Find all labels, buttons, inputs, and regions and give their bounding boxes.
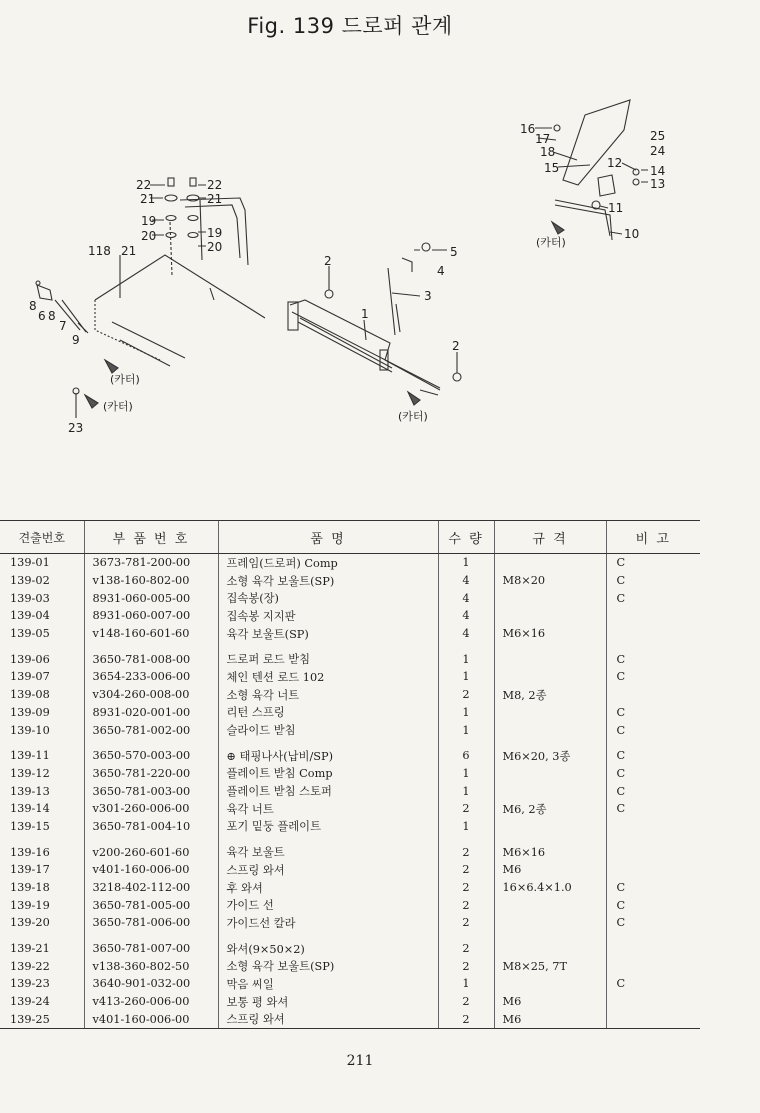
table-row bbox=[0, 782, 700, 800]
callout-3: 3 bbox=[424, 289, 432, 303]
cell-ref-no: 139-19 bbox=[10, 898, 50, 912]
table-row bbox=[0, 554, 700, 572]
cell-spec bbox=[494, 607, 606, 625]
table-row bbox=[0, 879, 700, 897]
cell-qty: 2 bbox=[438, 1011, 494, 1029]
cell-part-name: 가이드 선 bbox=[218, 896, 438, 914]
cell-part-no: 3218-402-112-00 bbox=[84, 879, 218, 897]
cell-qty: 4 bbox=[438, 589, 494, 607]
cell-spec bbox=[494, 896, 606, 914]
callout-14: 14 bbox=[650, 164, 666, 178]
cell-ref-no: 139-13 bbox=[10, 784, 50, 798]
callout-20: 20 bbox=[207, 240, 223, 254]
cell-part-name: 스프링 와셔 bbox=[218, 861, 438, 879]
callout-21: 21 bbox=[207, 192, 223, 206]
cell-remark bbox=[606, 861, 700, 879]
cell-qty: 2 bbox=[438, 993, 494, 1011]
callout-16: 16 bbox=[520, 122, 536, 136]
cell-spec bbox=[494, 975, 606, 993]
cell-spec: M6 bbox=[494, 993, 606, 1011]
cell-qty: 1 bbox=[438, 554, 494, 572]
cell-spec bbox=[494, 554, 606, 572]
callout-2: 2 bbox=[324, 254, 332, 268]
cell-ref-no: 139-05 bbox=[10, 627, 50, 641]
table-header-row bbox=[0, 521, 700, 554]
table-row bbox=[0, 607, 700, 625]
cell-part-no: 3650-781-220-00 bbox=[84, 765, 218, 783]
cell-remark: C bbox=[606, 782, 700, 800]
callout-10: 10 bbox=[624, 227, 640, 241]
callout-25: 25 bbox=[650, 129, 666, 143]
callout-2: 2 bbox=[452, 339, 460, 353]
cell-ref-no: 139-23 bbox=[10, 977, 50, 991]
cell-part-no: 3650-570-003-00 bbox=[84, 739, 218, 765]
page-number: 211 bbox=[346, 1053, 374, 1069]
cell-spec: M8, 2종 bbox=[494, 686, 606, 704]
callout-19: 19 bbox=[141, 214, 157, 228]
cell-part-no: 3650-781-003-00 bbox=[84, 782, 218, 800]
cell-spec: M6×16 bbox=[494, 835, 606, 861]
parts-table bbox=[0, 520, 700, 1029]
table-row bbox=[0, 835, 700, 861]
cell-remark: C bbox=[606, 896, 700, 914]
table-row bbox=[0, 914, 700, 932]
cell-ref-no: 139-01 bbox=[10, 556, 50, 570]
cell-qty: 4 bbox=[438, 607, 494, 625]
cell-ref-no: 139-11 bbox=[10, 749, 50, 763]
callout-1: 1 bbox=[361, 307, 369, 321]
cell-ref-no: 139-17 bbox=[10, 863, 50, 877]
cell-spec: 16×6.4×1.0 bbox=[494, 879, 606, 897]
callout-21: 21 bbox=[140, 192, 156, 206]
cell-qty: 2 bbox=[438, 879, 494, 897]
cell-qty: 4 bbox=[438, 572, 494, 590]
cell-part-name: 드로퍼 로드 받침 bbox=[218, 642, 438, 668]
cell-spec: M8×20 bbox=[494, 572, 606, 590]
cell-remark bbox=[606, 932, 700, 958]
cell-remark: C bbox=[606, 914, 700, 932]
cell-remark bbox=[606, 1011, 700, 1029]
cell-spec: M8×25, 7T bbox=[494, 957, 606, 975]
cell-ref-no: 139-07 bbox=[10, 670, 50, 684]
column-header-qty: 수 량 bbox=[438, 521, 494, 554]
cell-part-name: 소형 육각 보울트(SP) bbox=[218, 957, 438, 975]
cell-part-no: 3650-781-007-00 bbox=[84, 932, 218, 958]
table-row bbox=[0, 861, 700, 879]
cell-part-name: 플레이트 받침 Comp bbox=[218, 765, 438, 783]
cell-qty: 2 bbox=[438, 914, 494, 932]
cell-part-no: 8931-020-001-00 bbox=[84, 704, 218, 722]
callout-24: 24 bbox=[650, 144, 666, 158]
cell-ref-no: 139-08 bbox=[10, 688, 50, 702]
cell-remark: C bbox=[606, 554, 700, 572]
cell-qty: 1 bbox=[438, 668, 494, 686]
callout-4: 4 bbox=[437, 264, 445, 278]
callout-22: 22 bbox=[136, 178, 152, 192]
cell-part-name: ⊕ 태핑나사(납비/SP) bbox=[218, 739, 438, 765]
cell-part-name: 슬라이드 받침 bbox=[218, 721, 438, 739]
cell-ref-no: 139-15 bbox=[10, 819, 50, 833]
cell-ref-no: 139-12 bbox=[10, 766, 50, 780]
callout-118: 118 bbox=[88, 244, 111, 258]
cell-remark bbox=[606, 818, 700, 836]
cell-part-no: v301-260-006-00 bbox=[84, 800, 218, 818]
cell-part-name: 리턴 스프링 bbox=[218, 704, 438, 722]
cell-remark: C bbox=[606, 975, 700, 993]
cell-part-no: v401-160-006-00 bbox=[84, 1011, 218, 1029]
cell-part-name: 플레이트 받침 스토퍼 bbox=[218, 782, 438, 800]
callout-5: 5 bbox=[450, 245, 458, 259]
column-header-name: 품 명 bbox=[218, 521, 438, 554]
cell-part-no: 3650-781-005-00 bbox=[84, 896, 218, 914]
cell-part-name: 와셔(9×50×2) bbox=[218, 932, 438, 958]
table-row bbox=[0, 686, 700, 704]
callout-12: 12 bbox=[607, 156, 623, 170]
cell-ref-no: 139-21 bbox=[10, 942, 50, 956]
cell-part-name: 집속봉 지지판 bbox=[218, 607, 438, 625]
cell-ref-no: 139-03 bbox=[10, 591, 50, 605]
cell-spec bbox=[494, 589, 606, 607]
cell-remark: C bbox=[606, 668, 700, 686]
cell-part-name: 소형 육각 너트 bbox=[218, 686, 438, 704]
cell-ref-no: 139-14 bbox=[10, 802, 50, 816]
cell-spec bbox=[494, 721, 606, 739]
cell-ref-no: 139-20 bbox=[10, 916, 50, 930]
cell-remark: C bbox=[606, 879, 700, 897]
cell-remark: C bbox=[606, 800, 700, 818]
cell-ref-no: 139-10 bbox=[10, 723, 50, 737]
cell-qty: 2 bbox=[438, 800, 494, 818]
table-row bbox=[0, 721, 700, 739]
cell-part-no: 3654-233-006-00 bbox=[84, 668, 218, 686]
cell-part-name: 포기 밑둥 플레이트 bbox=[218, 818, 438, 836]
table-row bbox=[0, 957, 700, 975]
cell-part-name: 후 와셔 bbox=[218, 879, 438, 897]
cell-spec bbox=[494, 932, 606, 958]
table-row bbox=[0, 975, 700, 993]
cell-part-name: 집속봉(장) bbox=[218, 589, 438, 607]
cell-remark bbox=[606, 625, 700, 643]
callout-19: 19 bbox=[207, 226, 223, 240]
cell-spec bbox=[494, 914, 606, 932]
callout-21: 21 bbox=[121, 244, 137, 258]
cell-qty: 1 bbox=[438, 765, 494, 783]
cell-spec bbox=[494, 668, 606, 686]
cell-remark: C bbox=[606, 704, 700, 722]
cell-qty: 6 bbox=[438, 739, 494, 765]
column-header-ref-no: 견출번호 bbox=[0, 521, 84, 554]
cell-part-no: 3650-781-006-00 bbox=[84, 914, 218, 932]
cell-part-no: v200-260-601-60 bbox=[84, 835, 218, 861]
cell-spec: M6×16 bbox=[494, 625, 606, 643]
callout-23: 23 bbox=[68, 421, 84, 435]
cell-qty: 2 bbox=[438, 861, 494, 879]
table-row bbox=[0, 765, 700, 783]
cell-spec bbox=[494, 704, 606, 722]
cell-part-name: 막음 씨일 bbox=[218, 975, 438, 993]
cell-qty: 2 bbox=[438, 896, 494, 914]
cell-spec bbox=[494, 642, 606, 668]
cell-remark: C bbox=[606, 765, 700, 783]
cell-remark: C bbox=[606, 572, 700, 590]
cell-qty: 1 bbox=[438, 704, 494, 722]
table-row bbox=[0, 704, 700, 722]
table-row bbox=[0, 572, 700, 590]
cell-part-name: 육각 보울트(SP) bbox=[218, 625, 438, 643]
exploded-parts-diagram bbox=[0, 0, 760, 515]
cell-remark bbox=[606, 607, 700, 625]
cell-remark: C bbox=[606, 642, 700, 668]
cell-part-name: 가이드선 칼라 bbox=[218, 914, 438, 932]
table-row bbox=[0, 1011, 700, 1029]
column-header-spec: 규 격 bbox=[494, 521, 606, 554]
cell-remark: C bbox=[606, 721, 700, 739]
callout-8: 8 bbox=[48, 309, 56, 323]
table-row bbox=[0, 800, 700, 818]
table-row bbox=[0, 818, 700, 836]
cell-ref-no: 139-24 bbox=[10, 995, 50, 1009]
callout-22: 22 bbox=[207, 178, 223, 192]
cell-ref-no: 139-22 bbox=[10, 959, 50, 973]
cell-qty: 4 bbox=[438, 625, 494, 643]
column-header-part-no: 부 품 번 호 bbox=[84, 521, 218, 554]
cutter-label: (카터) bbox=[110, 373, 140, 386]
cell-remark bbox=[606, 957, 700, 975]
callout-8: 8 bbox=[29, 299, 37, 313]
table-row bbox=[0, 896, 700, 914]
cell-part-no: 3640-901-032-00 bbox=[84, 975, 218, 993]
table-row bbox=[0, 668, 700, 686]
cutter-label: (카터) bbox=[103, 400, 133, 413]
table-row bbox=[0, 589, 700, 607]
cell-part-no: 3650-781-004-10 bbox=[84, 818, 218, 836]
callout-20: 20 bbox=[141, 229, 157, 243]
page-title: Fig. 139 드로퍼 관계 bbox=[247, 14, 453, 38]
table-row bbox=[0, 993, 700, 1011]
cell-ref-no: 139-25 bbox=[0, 1011, 84, 1029]
cell-qty: 1 bbox=[438, 642, 494, 668]
cell-ref-no: 139-04 bbox=[10, 609, 50, 623]
cell-remark bbox=[606, 993, 700, 1011]
table-row bbox=[0, 739, 700, 765]
cutter-label: (카터) bbox=[536, 236, 566, 249]
cell-part-name: 소형 육각 보울트(SP) bbox=[218, 572, 438, 590]
cell-part-name: 육각 보울트 bbox=[218, 835, 438, 861]
callout-13: 13 bbox=[650, 177, 666, 191]
cell-ref-no: 139-18 bbox=[10, 881, 50, 895]
cell-remark: C bbox=[606, 739, 700, 765]
cell-qty: 2 bbox=[438, 932, 494, 958]
cell-ref-no: 139-16 bbox=[10, 845, 50, 859]
table-row bbox=[0, 625, 700, 643]
cell-qty: 1 bbox=[438, 721, 494, 739]
table-row bbox=[0, 642, 700, 668]
cell-part-no: 3673-781-200-00 bbox=[84, 554, 218, 572]
cell-qty: 1 bbox=[438, 782, 494, 800]
callout-7: 7 bbox=[59, 319, 67, 333]
cell-spec: M6 bbox=[494, 861, 606, 879]
cell-remark bbox=[606, 835, 700, 861]
cell-qty: 2 bbox=[438, 835, 494, 861]
cell-part-name: 육각 너트 bbox=[218, 800, 438, 818]
cell-part-name: 프레임(드로퍼) Comp bbox=[218, 554, 438, 572]
cell-remark: C bbox=[606, 589, 700, 607]
cell-part-no: v138-360-802-50 bbox=[84, 957, 218, 975]
cell-qty: 1 bbox=[438, 975, 494, 993]
cell-spec: M6 bbox=[494, 1011, 606, 1029]
cell-part-name: 스프링 와셔 bbox=[218, 1011, 438, 1029]
callout-6: 6 bbox=[38, 309, 46, 323]
cell-part-no: 8931-060-005-00 bbox=[84, 589, 218, 607]
cell-part-no: v138-160-802-00 bbox=[84, 572, 218, 590]
cell-part-no: 3650-781-002-00 bbox=[84, 721, 218, 739]
cell-part-no: v401-160-006-00 bbox=[84, 861, 218, 879]
cell-ref-no: 139-09 bbox=[10, 705, 50, 719]
cell-part-no: 3650-781-008-00 bbox=[84, 642, 218, 668]
cell-part-no: 8931-060-007-00 bbox=[84, 607, 218, 625]
cell-spec: M6×20, 3종 bbox=[494, 739, 606, 765]
callout-11: 11 bbox=[608, 201, 624, 215]
cell-spec bbox=[494, 818, 606, 836]
cell-qty: 2 bbox=[438, 957, 494, 975]
table-row bbox=[0, 932, 700, 958]
cell-ref-no: 139-02 bbox=[10, 574, 50, 588]
cell-part-no: v413-260-006-00 bbox=[84, 993, 218, 1011]
cell-remark bbox=[606, 686, 700, 704]
callout-17: 17 bbox=[535, 132, 551, 146]
cell-part-no: v148-160-601-60 bbox=[84, 625, 218, 643]
cell-qty: 1 bbox=[438, 818, 494, 836]
cell-part-name: 체인 텐션 로드 102 bbox=[218, 668, 438, 686]
column-header-remark: 비 고 bbox=[606, 521, 700, 554]
cell-part-name: 보통 평 와셔 bbox=[218, 993, 438, 1011]
callout-9: 9 bbox=[72, 333, 80, 347]
cell-spec bbox=[494, 765, 606, 783]
cell-spec bbox=[494, 782, 606, 800]
callout-15: 15 bbox=[544, 161, 560, 175]
cell-part-no: v304-260-008-00 bbox=[84, 686, 218, 704]
cell-spec: M6, 2종 bbox=[494, 800, 606, 818]
callout-18: 18 bbox=[540, 145, 556, 159]
cell-ref-no: 139-06 bbox=[10, 652, 50, 666]
cutter-label: (카터) bbox=[398, 410, 428, 423]
cell-qty: 2 bbox=[438, 686, 494, 704]
